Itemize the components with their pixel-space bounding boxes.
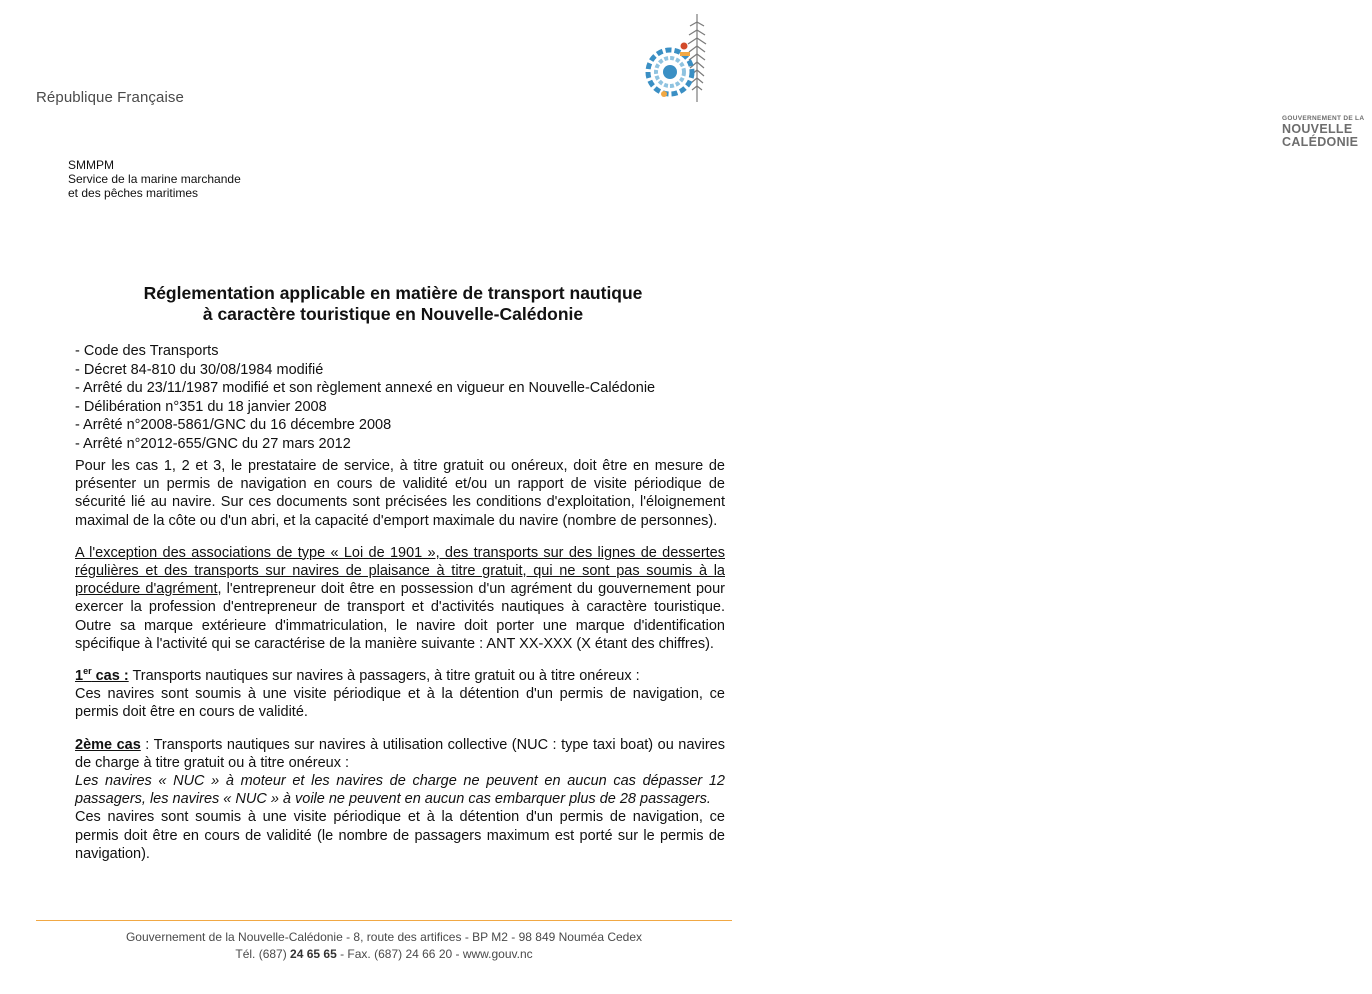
footer-tel: 24 65 65 — [290, 947, 337, 961]
case-2-text: Ces navires sont soumis à une visite périodique et à la détention d'un permis de navigation, ce permis doit être en cours de validité (le nombre de passagers maximum est porté sur le permis de navigation). — [75, 809, 725, 862]
reference-item: - Code des Transports — [75, 343, 219, 359]
footer — [36, 929, 732, 963]
title-line1: Réglementation applicable en matière de transport nautique — [143, 283, 643, 303]
service-acronym: SMMPM — [68, 158, 114, 172]
footer-address: Gouvernement de la Nouvelle-Calédonie - 8, route des artifices - BP M2 - 98 849 Nouméa Cedex — [125, 930, 643, 944]
case-2-label: 2ème cas — [75, 736, 141, 753]
case-1-label: 1er cas : — [75, 666, 129, 685]
reference-item: - Arrêté n°2012-655/GNC du 27 mars 2012 — [75, 435, 351, 452]
logo-line1: GOUVERNEMENT DE LA — [1282, 115, 1365, 122]
agrement-exception: A l'exception des associations de type « Loi de 1901 », des transports sur des lignes de dessertes régulières et des transports sur navires de plaisance à titre gratuit, qui ne sont pas soumis à la procédure d'agrément — [75, 544, 725, 598]
paragraph-agrement — [75, 544, 725, 653]
case-2-italic: Les navires « NUC » à moteur et les navires de charge ne peuvent en aucun cas dépasser 12 passagers, les navires « NUC » à voile ne peuvent en aucun cas embarquer plus de 28 passagers. — [75, 773, 725, 808]
case-1 — [75, 667, 725, 722]
case-1-text: Ces navires sont soumis à une visite périodique et à la détention d'un permis de navigation, ce permis doit être en cours de validité. — [75, 686, 725, 721]
service-line1: Service de la marine marchande — [68, 172, 241, 186]
footer-divider — [36, 920, 732, 921]
reference-item: - Décret 84-810 du 30/08/1984 modifié — [75, 361, 324, 378]
service-block — [68, 158, 241, 200]
title-line2: à caractère touristique en Nouvelle-Calédonie — [202, 304, 584, 324]
document-title — [68, 283, 718, 325]
reference-item: - Délibération n°351 du 18 janvier 2008 — [75, 398, 327, 415]
references-list — [75, 342, 735, 453]
agrement-rest: , l'entrepreneur doit être en possession d'un agrément du gouvernement pour exercer la profession d'entrepreneur de transport et d'activités nautiques à caractère touristique. Outre sa marque extérieure d'immatriculation, le navire doit porter une marque d'identification spécifique à l'activité qui se caractérise de la manière suivante : ANT XX-XXX (X étant des chiffres). — [75, 581, 725, 652]
document-body — [75, 457, 725, 877]
republique-francaise: République Française — [36, 89, 184, 106]
case-2 — [75, 736, 725, 863]
case-2-heading: : Transports nautiques sur navires à utilisation collective (NUC : type taxi boat) ou navires de charge à titre gratuit ou à titre onéreux : — [75, 736, 726, 771]
footer-contact: Tél. (687) 24 65 65 - Fax. (687) 24 66 20 - www.gouv.nc — [235, 947, 533, 961]
logo-emblem-icon — [640, 10, 726, 110]
case-1-heading: Transports nautiques sur navires à passagers, à titre gratuit ou à titre onéreux : — [128, 668, 640, 685]
reference-item: - Arrêté n°2008-5861/GNC du 16 décembre 2008 — [75, 417, 392, 433]
reference-item: - Arrêté du 23/11/1987 modifié et son règlement annexé en vigueur en Nouvelle-Calédonie — [75, 380, 656, 396]
logo-line2: NOUVELLE — [1282, 122, 1353, 136]
paragraph-general: Pour les cas 1, 2 et 3, le prestataire de service, à titre gratuit ou onéreux, doit être en mesure de présenter un permis de navigation en cours de validité et/ou un rapport de visite périodique de sécurité lié au navire. Sur ces documents sont précisées les conditions d'exploitation, l'éloignement maximal de la côte ou d'un abri, et la capacité d'emport maximale du navire (nombre de personnes). — [75, 458, 725, 529]
gouvernement-logo — [640, 10, 1365, 149]
service-line2: et des pêches maritimes — [68, 186, 199, 200]
logo-line3: CALÉDONIE — [1282, 135, 1359, 149]
